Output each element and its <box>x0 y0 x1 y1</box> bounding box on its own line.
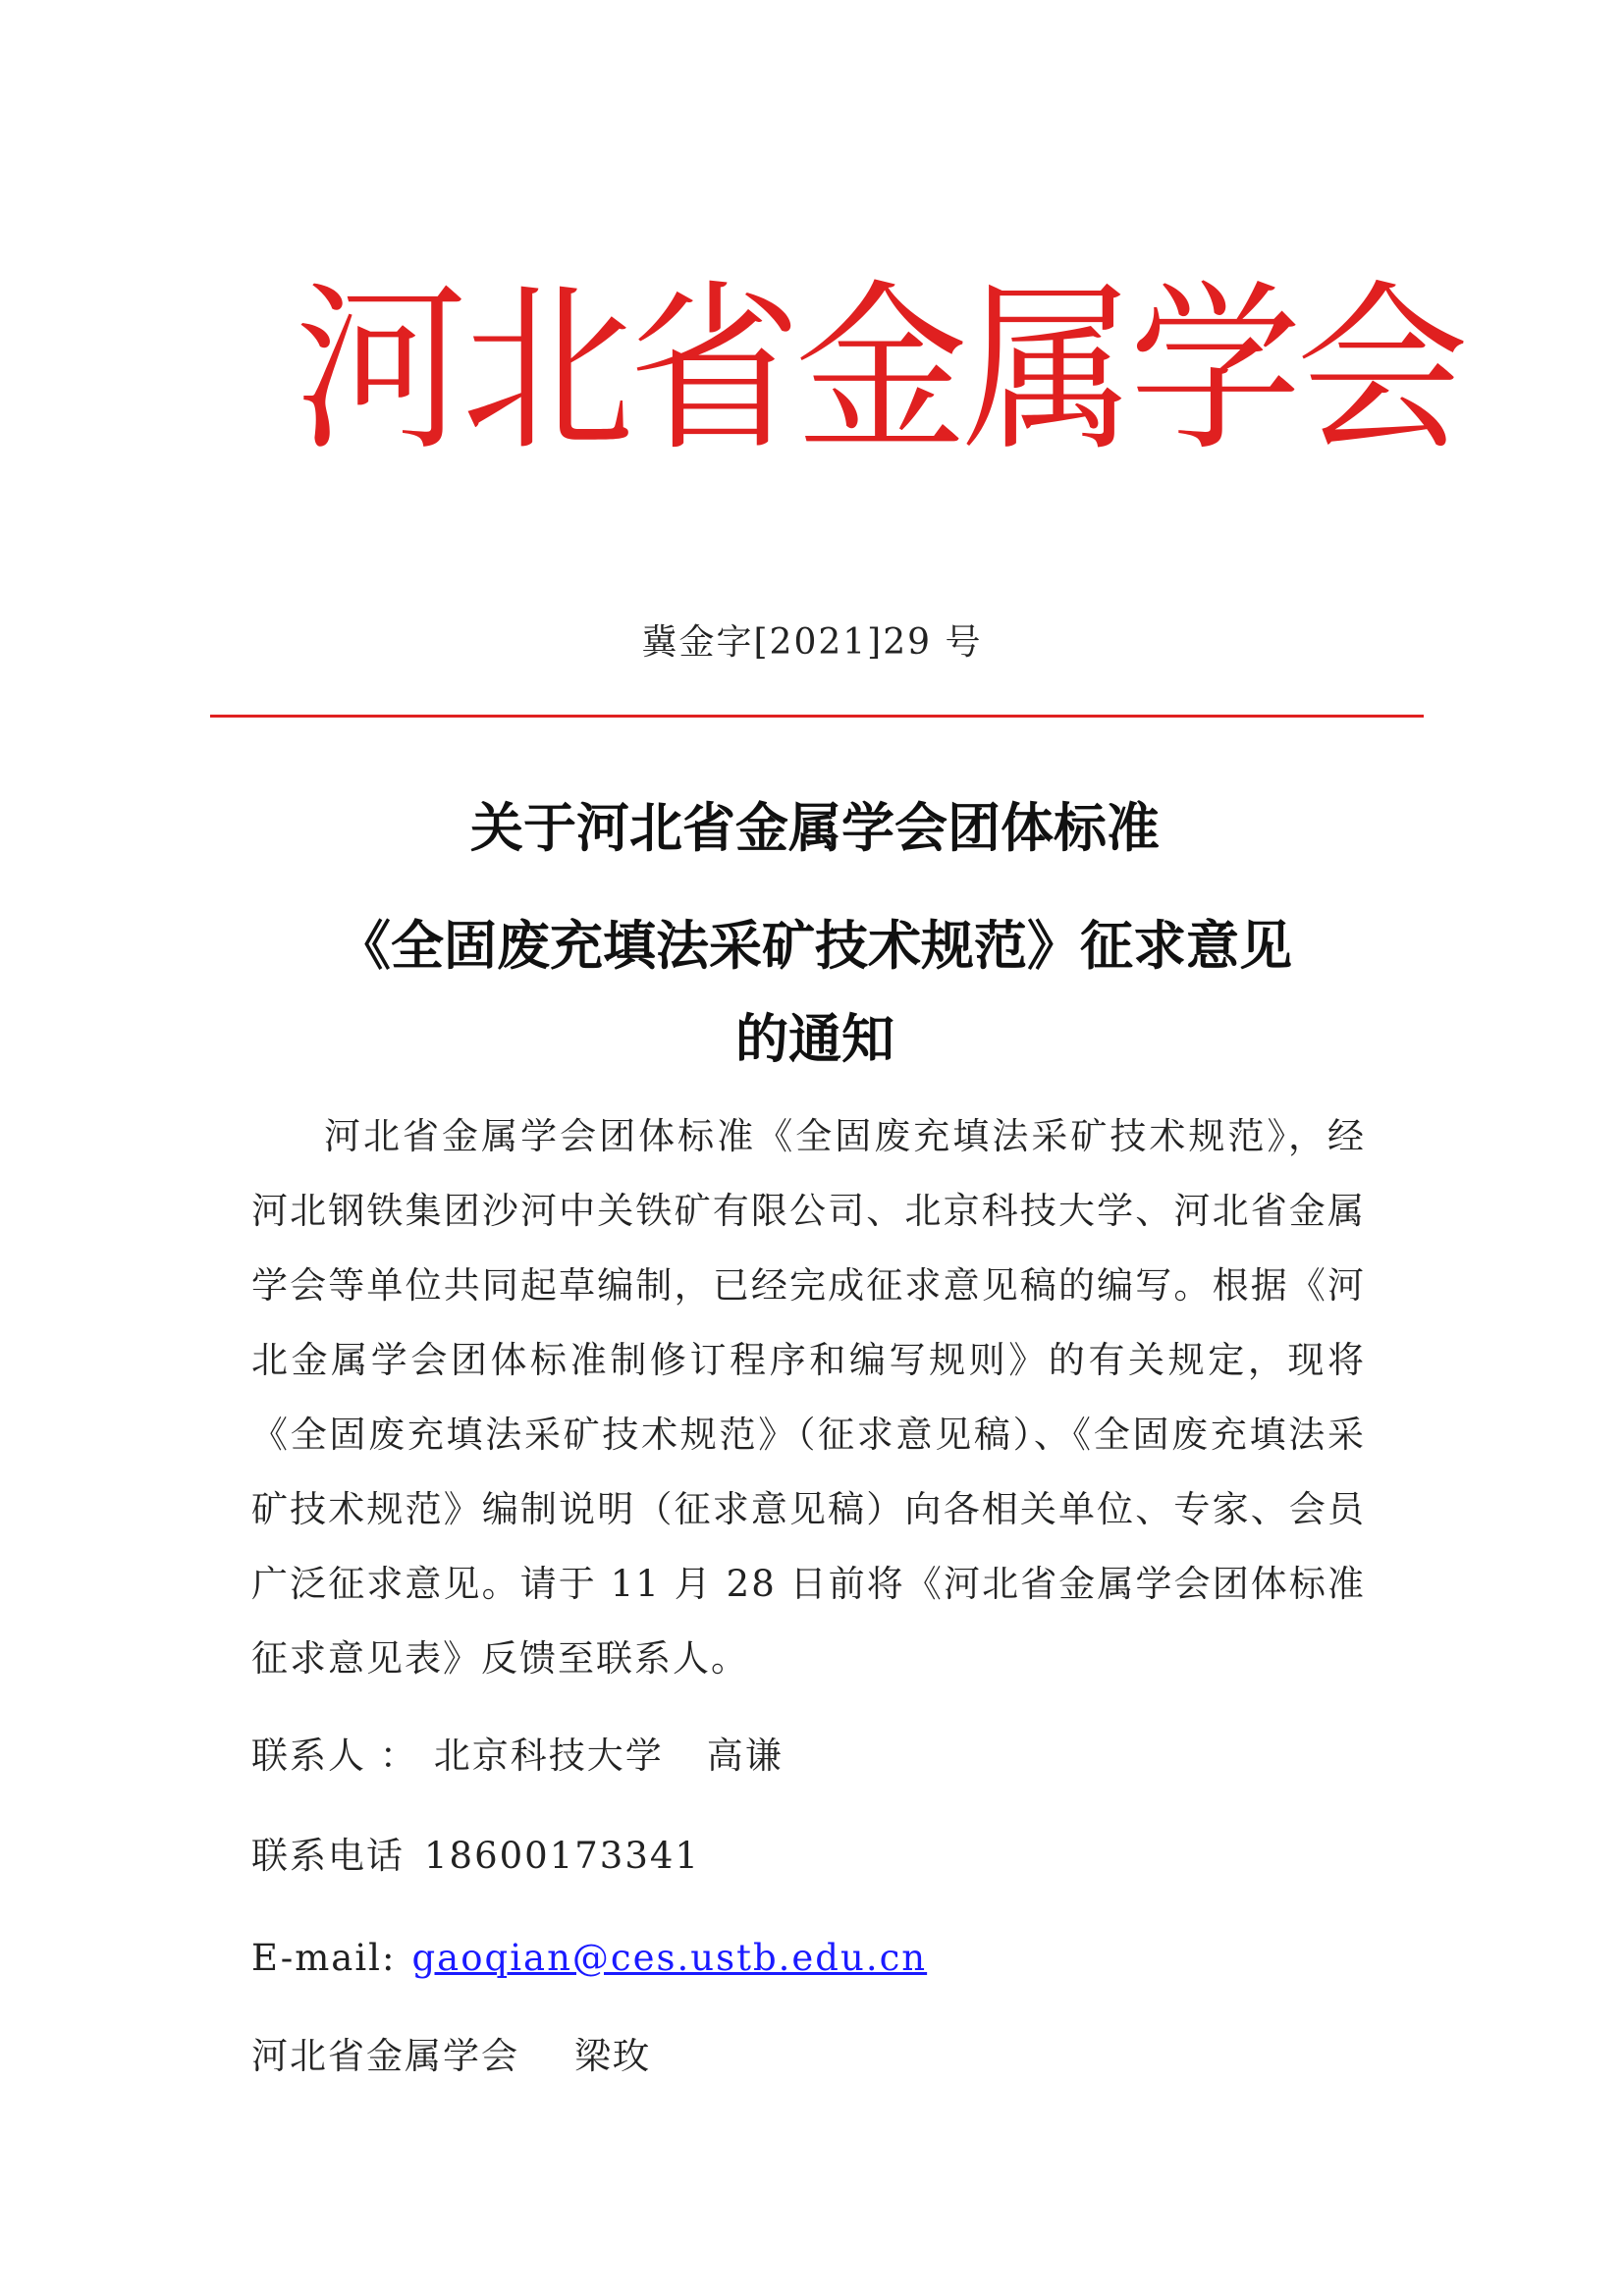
contact-phone-line <box>251 1832 700 1881</box>
contact-person-name: 高谦 <box>706 1735 784 1777</box>
notice-body-paragraph: 河北省金属学会团体标准《全固废充填法采矿技术规范》，经河北钢铁集团沙河中关铁矿有限公司、北京科技大学、河北省金属学会等单位共同起草编制，已经完成征求意见稿的编写。根据《河北金属学会团体标准制修订程序和编写规则》的有关规定，现将《全固废充填法采矿技术规范》（征求意见稿）、《全固废充填法采矿技术规范》编制说明（征求意见稿）向各相关单位、专家、会员广泛征求意见。请于 11 月 28 日前将《河北省金属学会团体标准征求意见表》反馈至联系人。 <box>251 1115 1366 1680</box>
contact-phone-value: 18600173341 <box>424 1835 700 1877</box>
contact-person-line <box>251 1732 784 1781</box>
contact-person-label: 联系人 ： <box>251 1735 418 1777</box>
contact-email-label: E-mail: <box>251 1937 397 1979</box>
notice-title-line-1: 关于河北省金属学会团体标准 <box>470 797 1160 859</box>
signer-name: 梁玫 <box>574 2035 651 2077</box>
notice-title-line-2: 《全固废充填法采矿技术规范》征求意见 <box>338 915 1292 977</box>
masthead-title: 河北省金属学会 <box>295 264 1464 476</box>
signer-org: 河北省金属学会 <box>251 2035 519 2077</box>
contact-person-org: 北京科技大学 <box>433 1735 664 1777</box>
red-divider-line <box>210 715 1424 718</box>
notice-title-line-3: 的通知 <box>735 1008 894 1070</box>
document-number: 冀金字[2021]29 号 <box>641 622 983 663</box>
contact-email-line <box>251 1934 927 1983</box>
contact-email-link[interactable]: gaoqian@ces.ustb.edu.cn <box>411 1937 928 1979</box>
contact-phone-label: 联系电话 <box>251 1835 405 1877</box>
signer-line <box>251 2032 651 2081</box>
